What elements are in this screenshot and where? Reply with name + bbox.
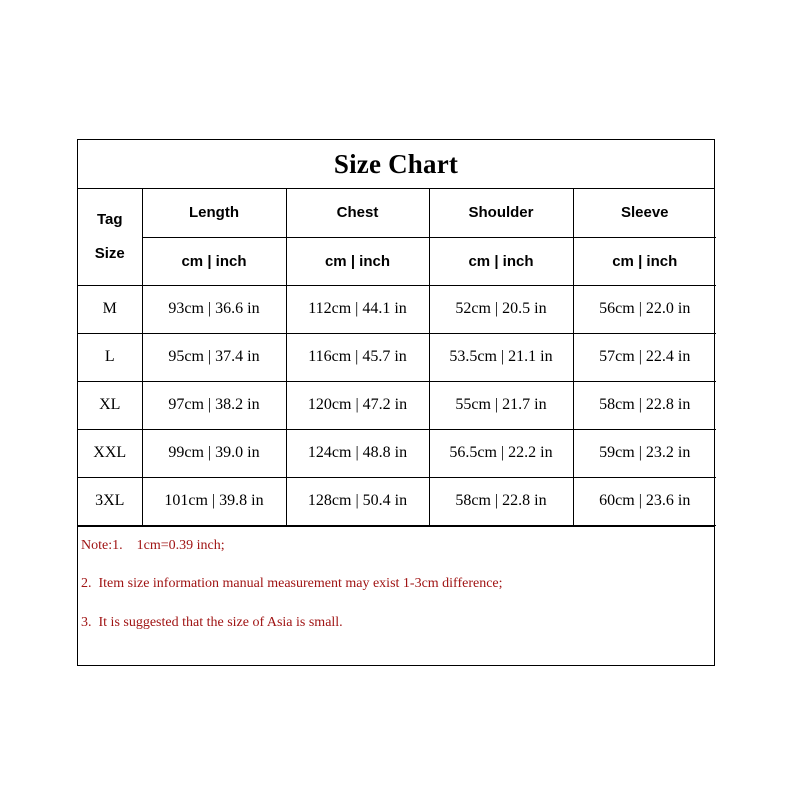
shoulder-cell: 56.5cm | 22.2 in xyxy=(429,429,573,477)
size-cell: XXL xyxy=(78,429,142,477)
note-line: 2. Item size information manual measurement may exist 1-3cm difference; xyxy=(81,576,503,591)
tag-size-header xyxy=(78,189,142,285)
column-header-chest: Chest xyxy=(286,189,429,237)
shoulder-cell: 55cm | 21.7 in xyxy=(429,381,573,429)
chest-cell: 112cm | 44.1 in xyxy=(286,285,429,333)
size-cell: XL xyxy=(78,381,142,429)
chest-cell: 124cm | 48.8 in xyxy=(286,429,429,477)
unit-label-sleeve: cm | inch xyxy=(573,237,716,285)
header-row xyxy=(78,189,716,237)
table-row xyxy=(78,477,716,525)
sleeve-cell: 58cm | 22.8 in xyxy=(573,381,716,429)
length-cell: 101cm | 39.8 in xyxy=(142,477,286,525)
length-cell: 93cm | 36.6 in xyxy=(142,285,286,333)
table-row xyxy=(78,333,716,381)
chest-cell: 116cm | 45.7 in xyxy=(286,333,429,381)
shoulder-cell: 58cm | 22.8 in xyxy=(429,477,573,525)
unit-label-length: cm | inch xyxy=(142,237,286,285)
sleeve-cell: 59cm | 23.2 in xyxy=(573,429,716,477)
column-header-shoulder: Shoulder xyxy=(429,189,573,237)
size-cell: 3XL xyxy=(78,477,142,525)
unit-label-shoulder: cm | inch xyxy=(429,237,573,285)
size-cell: L xyxy=(78,333,142,381)
note-line: Note:1. 1cm=0.39 inch; xyxy=(81,537,225,553)
shoulder-cell: 53.5cm | 21.1 in xyxy=(429,333,573,381)
size-chart xyxy=(77,139,715,666)
length-cell: 95cm | 37.4 in xyxy=(142,333,286,381)
table-row xyxy=(78,429,716,477)
unit-row xyxy=(78,237,716,285)
note-line: 3. It is suggested that the size of Asia is small. xyxy=(81,615,343,630)
size-label: Size xyxy=(94,244,125,262)
unit-label-chest: cm | inch xyxy=(286,237,429,285)
length-cell: 99cm | 39.0 in xyxy=(142,429,286,477)
sleeve-cell: 60cm | 23.6 in xyxy=(573,477,716,525)
table-row xyxy=(78,381,716,429)
size-table xyxy=(78,189,716,526)
chart-title: Size Chart xyxy=(78,140,714,189)
shoulder-cell: 52cm | 20.5 in xyxy=(429,285,573,333)
column-header-length: Length xyxy=(142,189,286,237)
length-cell: 97cm | 38.2 in xyxy=(142,381,286,429)
column-header-sleeve: Sleeve xyxy=(573,189,716,237)
sleeve-cell: 57cm | 22.4 in xyxy=(573,333,716,381)
chest-cell: 120cm | 47.2 in xyxy=(286,381,429,429)
sleeve-cell: 56cm | 22.0 in xyxy=(573,285,716,333)
size-cell: M xyxy=(78,285,142,333)
chest-cell: 128cm | 50.4 in xyxy=(286,477,429,525)
table-row xyxy=(78,285,716,333)
notes-section xyxy=(78,526,714,643)
tag-label: Tag xyxy=(96,210,123,228)
